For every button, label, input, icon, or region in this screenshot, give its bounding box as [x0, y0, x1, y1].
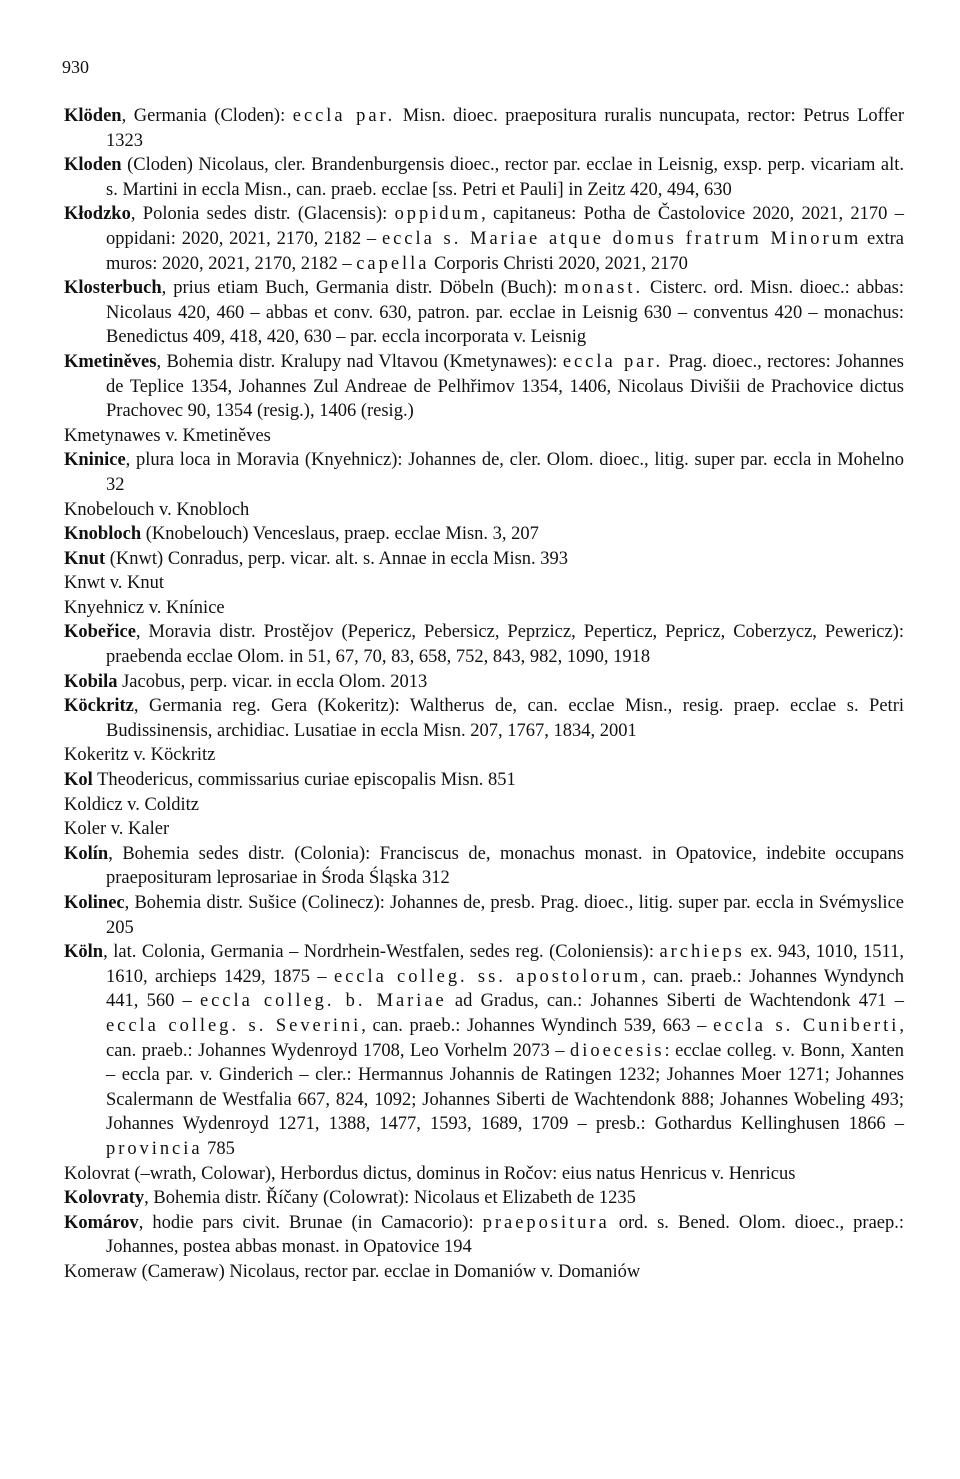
- entry-koldicz-ref: Koldicz v. Colditz: [64, 794, 199, 815]
- entry-headword: Kobila: [64, 671, 118, 692]
- entry-headword: Kolín: [64, 843, 109, 864]
- entry-kolovrat: Kolovrat (–wrath, Colowar), Herbordus dictus, dominus in Ročov: eius natus Henricus v. Henricus: [64, 1163, 796, 1184]
- entry-headword: Kolovraty: [64, 1188, 145, 1209]
- entry-kolin: Kolín, Bohemia sedes distr. (Colonia): Franciscus de, monachus monast. in Opatovice, indebite occupans praeposituram leprosariae in Środa Śląska 312: [64, 843, 904, 889]
- entry-komarov: Komárov, hodie pars civit. Brunae (in Camacorio): praepositura ord. s. Bened. Olom. dioec., praep.: Johannes, postea abbas monast. in Opatovice 194: [64, 1212, 905, 1258]
- entry-kockritz: Köckritz, Germania reg. Gera (Kokeritz): Waltherus de, can. ecclae Misn., resig. praep. ecclae s. Petri Budissinensis, archidiac. Lusatiae in eccla Misn. 207, 1767, 1834, 2001: [64, 696, 904, 741]
- entry-kmetynawes-ref: Kmetynawes v. Kmetiněves: [64, 425, 271, 446]
- entry-kobila: Kobila Jacobus, perp. vicar. in eccla Olom. 2013: [64, 671, 428, 692]
- entry-klodzko: Kłodzko, Polonia sedes distr. (Glacensis): oppidum, capitaneus: Potha de Častolovice 2020, 2021, 2170 – oppidani: 2020, 2021, 2170, 2182 – eccla s. Mariae atque domus fratrum Minorum extra muros: 2020, 2021, 2170, 2182 – capella Corporis Christi 2020, 2021, 2170: [64, 204, 904, 274]
- entry-headword: Kobeřice: [64, 622, 136, 643]
- entry-koler-ref: Koler v. Kaler: [64, 819, 170, 840]
- entry-headword: Kłodzko: [64, 204, 131, 225]
- entry-knobelouch-ref: Knobelouch v. Knobloch: [64, 499, 250, 520]
- entry-kninice: Kninice, plura loca in Moravia (Knyehnicz): Johannes de, cler. Olom. dioec., litig. super par. eccla in Mohelno 32: [64, 450, 904, 495]
- entry-headword: Köckritz: [64, 696, 134, 717]
- entry-komeraw: Komeraw (Cameraw) Nicolaus, rector par. ecclae in Domaniów v. Domaniów: [64, 1261, 641, 1282]
- entry-knwt-ref: Knwt v. Knut: [64, 573, 165, 594]
- page-number: 930: [62, 57, 89, 77]
- entry-headword: Kol: [64, 770, 93, 791]
- entry-kmetineves: Kmetiněves, Bohemia distr. Kralupy nad Vltavou (Kmetynawes): eccla par. Prag. dioec., rectores: Johannes de Teplice 1354, Johannes Zul Andreae de Pelhřimov 1354, 1406, Nicolaus Divišii de Prachovice dictus Prachovec 90, 1354 (resig.), 1406 (resig.): [64, 351, 904, 422]
- index-entries: [64, 104, 904, 1285]
- entry-headword: Knut: [64, 548, 106, 569]
- entry-headword: Kolinec: [64, 893, 125, 913]
- entry-headword: Klosterbuch: [64, 278, 162, 299]
- entry-headword: Klöden: [64, 106, 122, 126]
- entry-knut: Knut (Knwt) Conradus, perp. vicar. alt. s. Annae in eccla Misn. 393: [64, 548, 569, 569]
- entry-kloden-nicolaus: Kloden (Cloden) Nicolaus, cler. Brandenburgensis dioec., rector par. ecclae in Leisnig, exsp. perp. vicariam alt. s. Martini in eccla Misn., can. praeb. ecclae [ss. Petri et Pauli] in Zeitz 420, 494, 630: [64, 155, 904, 200]
- entry-headword: Kmetiněves: [64, 351, 157, 372]
- entry-klosterbuch: Klosterbuch, prius etiam Buch, Germania distr. Döbeln (Buch): monast. Cisterc. ord. Misn. dioec.: abbas: Nicolaus 420, 460 – abbas et conv. 630, patron. par. ecclae in Leisnig 630 – conventus 420 – monachus: Benedictus 409, 418, 420, 630 – par. eccla incorporata v. Leisnig: [64, 278, 904, 348]
- entry-kolovraty: Kolovraty, Bohemia distr. Říčany (Colowrat): Nicolaus et Elizabeth de 1235: [64, 1188, 636, 1209]
- entry-koberice: Kobeřice, Moravia distr. Prostějov (Pepericz, Pebersicz, Peprzicz, Peperticz, Pepricz, Coberzycz, Pewericz): praebenda ecclae Olom. in 51, 67, 70, 83, 658, 752, 843, 982, 1090, 1918: [64, 622, 904, 668]
- entry-headword: Knobloch: [64, 524, 142, 545]
- entry-headword: Kloden: [64, 155, 122, 176]
- entry-knyehnicz-ref: Knyehnicz v. Knínice: [64, 597, 225, 618]
- entry-kloden-germania: Klöden, Germania (Cloden): eccla par. Misn. dioec. praepositura ruralis nuncupata, rector: Petrus Loffer 1323: [64, 106, 904, 151]
- entry-headword: Kninice: [64, 450, 126, 471]
- entry-headword: Köln: [64, 942, 104, 963]
- entry-koln: Köln, lat. Colonia, Germania – Nordrhein-Westfalen, sedes reg. (Coloniensis): archieps ex. 943, 1010, 1511, 1610, archieps 1429, 1875 – eccla colleg. ss. apostolorum, can. praeb.: Johannes Wyndynch 441, 560 – eccla colleg. b. Mariae ad Gradus, can.: Johannes Siberti de Wachtendonk 471 – eccla colleg. s. Severini, can. praeb.: Johannes Wyndinch 539, 663 – eccla s. Cuniberti, can. praeb.: Johannes Wydenroyd 1708, Leo Vorhelm 2073 – dioecesis: ecclae colleg. v. Bonn, Xanten – eccla par. v. Ginderich – cler.: Hermannus Johannis de Ratingen 1232; Johannes Moer 1271; Johannes Scalermann de Westfalia 667, 824, 1092; Johannes Siberti de Wachtendonk 888; Johannes Wobeling 493; Johannes Wydenroyd 1271, 1388, 1477, 1593, 1689, 1709 – presb.: Gothardus Kellinghusen 1866 – provincia 785: [64, 942, 904, 1159]
- entry-kolinec: Kolinec, Bohemia distr. Sušice (Colinecz): Johannes de, presb. Prag. dioec., litig. super par. eccla in Svémyslice 205: [64, 893, 904, 938]
- entry-headword: Komárov: [64, 1212, 139, 1233]
- entry-kol: Kol Theodericus, commissarius curiae episcopalis Misn. 851: [64, 770, 516, 791]
- entry-kokeritz-ref: Kokeritz v. Köckritz: [64, 745, 216, 766]
- entry-knobloch: Knobloch (Knobelouch) Venceslaus, praep. ecclae Misn. 3, 207: [64, 524, 539, 545]
